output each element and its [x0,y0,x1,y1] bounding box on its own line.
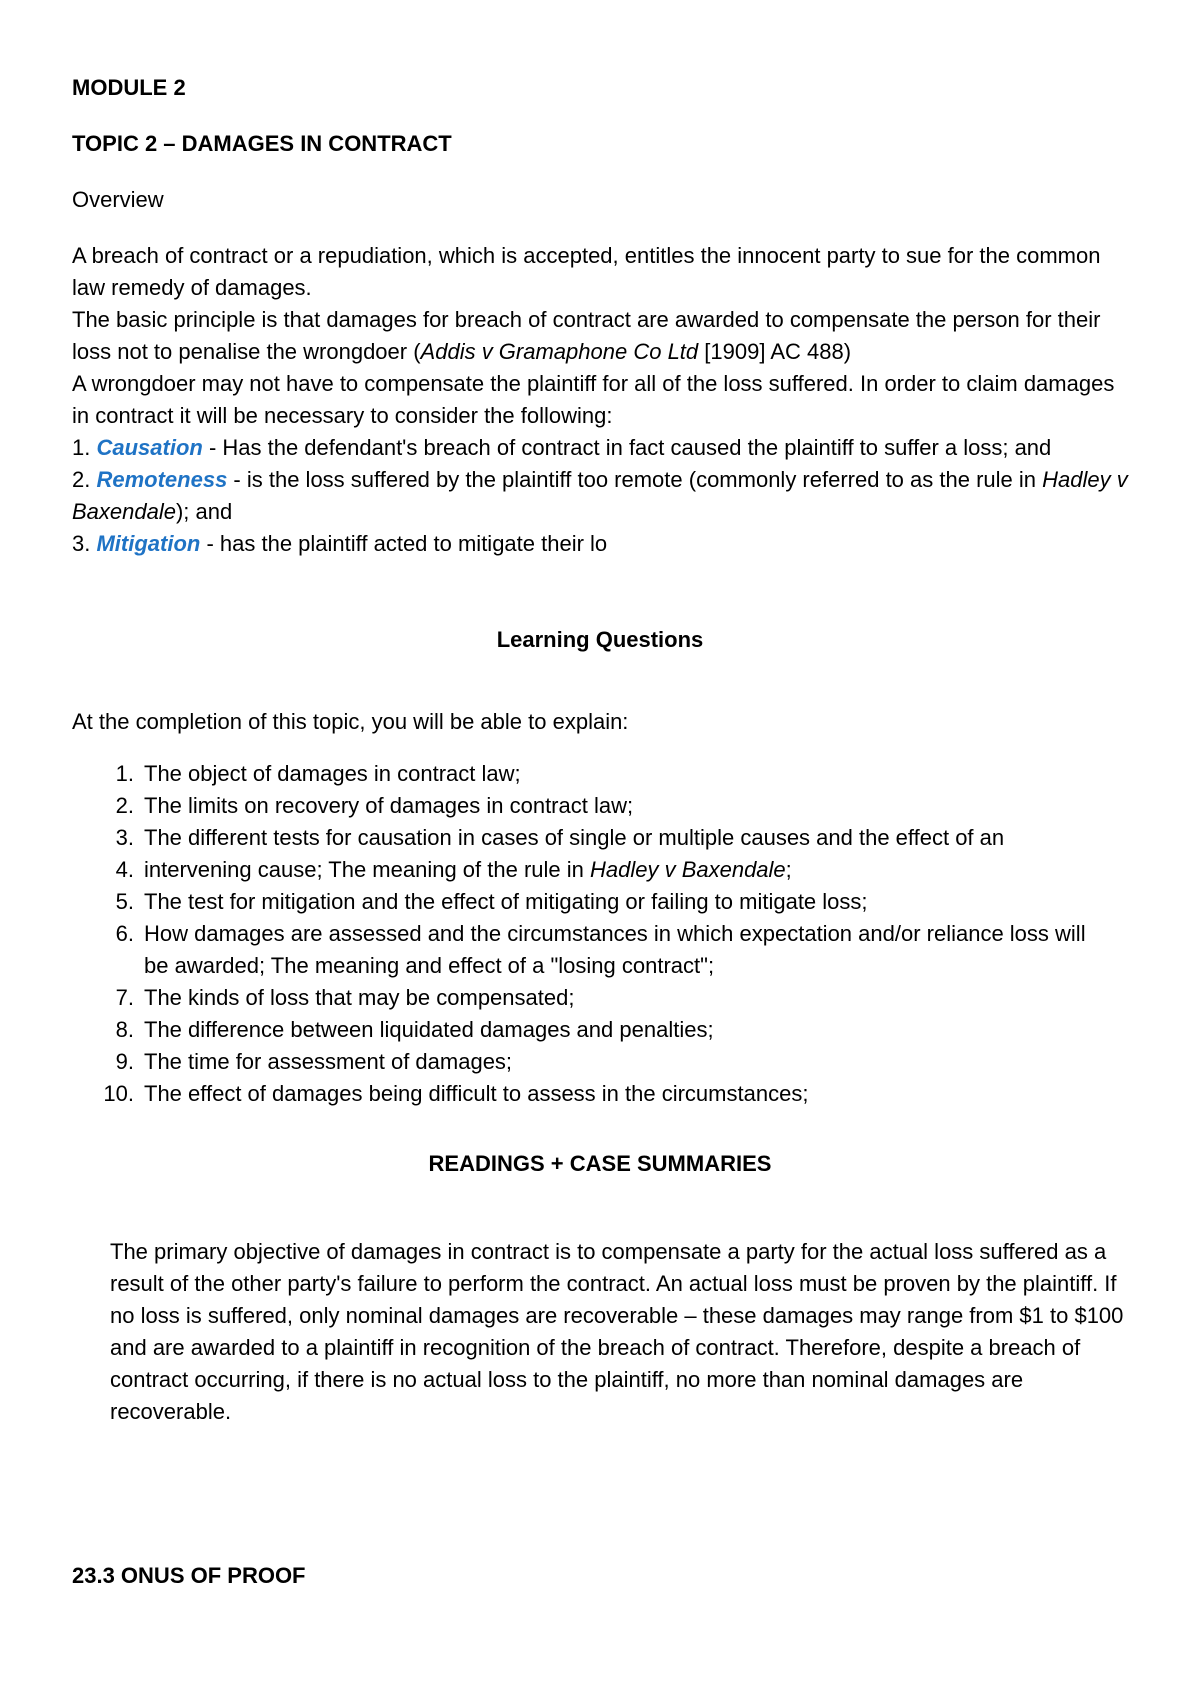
list-item [72,918,1112,982]
overview-heading: Overview [72,187,164,212]
item-text: - is the loss suffered by the plaintiff too remote (commonly referred to as the rule in [227,467,1043,492]
list-number: 1. [115,761,134,786]
list-text: The difference between liquidated damages and penalties; [144,1017,714,1042]
case-hadley: Hadley v Baxendale [589,857,786,882]
item-number: 3. [72,531,97,556]
list-text-post: ; [785,857,792,882]
para2-post: [1909] AC 488) [698,339,852,364]
item-text: - Has the defendant's breach of contract in fact caused the plaintiff to suffer a loss; and [202,435,1052,460]
list-text: The effect of damages being difficult to assess in the circumstances; [144,1081,809,1106]
case-addis: Addis v Gramaphone Co Ltd [420,339,699,364]
list-text: The object of damages in contract law; [144,761,521,786]
term-causation: Causation [96,435,203,460]
list-item [72,1046,1112,1078]
list-item [72,822,1112,854]
module-label: MODULE 2 [72,75,186,100]
overview-para-1: A breach of contract or a repudiation, which is accepted, entitles the innocent party to sue for the common law remedy of damages. [72,243,1101,300]
list-number: 8. [115,1017,134,1042]
list-number: 6. [115,921,134,946]
term-mitigation: Mitigation [96,531,201,556]
list-item [72,758,1112,790]
section-heading: 23.3 ONUS OF PROOF [72,1563,306,1588]
overview-para-2 [72,304,1132,368]
readings-summary: The primary objective of damages in contract is to compensate a party for the actual loss suffered as a result of the other party's failure to perform the contract. An actual loss must be proven by the plaintiff. If no loss is suffered, only nominal damages are recoverable – these damages may range from $1 to $100 and are awarded to a plaintiff in recognition of the breach of contract. Therefore, despite a breach of contract occurring, if there is no actual loss to the plaintiff, no more than nominal damages are recoverable. [110,1239,1124,1424]
item-text: - has the plaintiff acted to mitigate their lo [200,531,608,556]
item-number: 1. [72,435,97,460]
list-number: 3. [115,825,134,850]
list-text: The kinds of loss that may be compensated; [144,985,575,1010]
list-number: 2. [115,793,134,818]
list-text: The limits on recovery of damages in contract law; [144,793,634,818]
overview-item [72,464,1132,528]
list-number: 10. [103,1081,134,1106]
learning-intro: At the completion of this topic, you will be able to explain: [72,709,629,734]
learning-questions-list [72,758,1112,1110]
overview-item [72,432,1132,464]
list-number: 4. [115,857,134,882]
list-text: The test for mitigation and the effect of mitigating or failing to mitigate loss; [144,889,868,914]
list-number: 9. [115,1049,134,1074]
topic-title: TOPIC 2 – DAMAGES IN CONTRACT [72,131,452,156]
list-text: The different tests for causation in cases of single or multiple causes and the effect of an [144,825,1005,850]
list-text: The time for assessment of damages; [144,1049,513,1074]
list-text: intervening cause; The meaning of the rule in [144,857,590,882]
list-item [72,886,1112,918]
case-hadley: Hadley v Baxendale [72,467,1128,524]
list-item [72,1014,1112,1046]
readings-heading: READINGS + CASE SUMMARIES [428,1151,772,1176]
learning-questions-heading: Learning Questions [496,627,704,652]
list-item [72,1078,1112,1110]
list-item [72,790,1112,822]
overview-item [72,528,1132,560]
list-item [72,854,1112,886]
overview-para-3: A wrongdoer may not have to compensate the plaintiff for all of the loss suffered. In order to claim damages in contract it will be necessary to consider the following: [72,371,1115,428]
overview-body [72,240,1132,560]
item-number: 2. [72,467,97,492]
list-text: How damages are assessed and the circumstances in which expectation and/or reliance loss will be awarded; The meaning and effect of a "losing contract"; [144,921,1086,978]
list-number: 5. [115,889,134,914]
list-number: 7. [115,985,134,1010]
para2-pre: The basic principle is that damages for breach of contract are awarded to compensate the person for their loss not to penalise the wrongdoer ( [72,307,1101,364]
item-text-post: ); and [175,499,233,524]
term-remoteness: Remoteness [96,467,228,492]
list-item [72,982,1112,1014]
